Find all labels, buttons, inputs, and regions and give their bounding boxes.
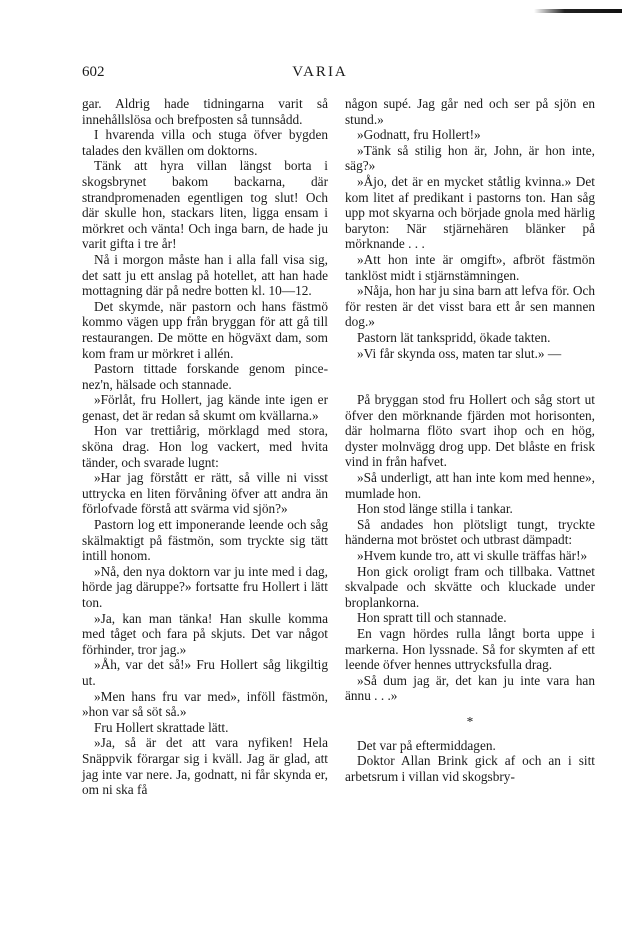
paragraph: »Har jag förstått er rätt, så ville ni visst uttrycka en liten förvåning öfver att andra än förlofvade förstå att svärma vid sjön?» [82, 470, 328, 517]
paragraph: »Så dum jag är, det kan ju inte vara han ännu . . .» [345, 672, 595, 704]
paragraph: »Ja, så är det att vara nyfiken! Hela Snäppvik förargar sig i kväll. Jag är glad, att jag inte var nere. Ja, godnatt, ni får skynda er, om ni ska få [82, 735, 328, 798]
paragraph: Pastorn log ett imponerande leende och såg skälmaktigt på fästmön, som tryckte sig tätt intill honom. [82, 517, 328, 564]
paragraph: Fru Hollert skrattade lätt. [94, 719, 229, 735]
paragraph: »Hvem kunde tro, att vi skulle träffas här!» [357, 548, 588, 564]
paragraph: »Godnatt, fru Hollert!» [357, 127, 481, 143]
paragraph: »Nåja, hon har ju sina barn att lefva för. Och för resten är det visst bara ett år sen mannen dog.» [345, 283, 595, 330]
paragraph: Det skymde, när pastorn och hans fästmö kommo vägen upp från bryggan för att gå till restaurangen. De mötte en högväxt dam, som kom fram ur mörkret i allén. [82, 298, 328, 361]
paragraph: »Tänk så stilig hon är, John, är hon inte, säg?» [345, 142, 595, 174]
paragraph: Pastorn lät tankspridd, ökade takten. [357, 329, 551, 345]
running-title: VARIA [292, 64, 348, 80]
paragraph: »Åh, var det så!» Fru Hollert såg likgiltig ut. [82, 657, 328, 688]
paragraph: »Nå, den nya doktorn var ju inte med i dag, hörde jag däruppe?» fortsatte fru Hollert i lätt ton. [82, 563, 328, 610]
paragraph: Hon stod länge stilla i tankar. [357, 501, 513, 517]
paragraph: »Åjo, det är en mycket ståtlig kvinna.» Det kom litet af predikant i pastorns ton. Han såg upp mot skyarna och började gnola med härlig baryton: När stjärnehären blänker på mörknande . . . [345, 173, 595, 252]
scan-edge-mark [534, 9, 622, 13]
paragraph: »Förlåt, fru Hollert, jag kände inte igen er genast, det är redan så skumt om kvällarna.» [82, 392, 328, 423]
paragraph: Hon var trettiårig, mörklagd med stora, sköna drag. Hon log vackert, med hvita tänder, och svarade lugnt: [82, 423, 328, 470]
paragraph: Doktor Allan Brink gick af och an i sitt arbetsrum i villan vid skogsbry- [345, 753, 595, 784]
paragraph: »Ja, kan man tänka! Han skulle komma med tåget och fara på skjuts. Det var något förhinder, tror jag.» [82, 610, 328, 657]
paragraph: En vagn hördes rulla långt borta uppe i markerna. Hon lyssnade. Så for skymten af ett leende öfver hennes uttrycksfulla drag. [345, 626, 595, 673]
paragraph: I hvarenda villa och stuga öfver bygden talades den kvällen om doktorns. [82, 127, 328, 158]
page-header [0, 64, 640, 84]
paragraph: Det var på eftermiddagen. [357, 737, 496, 753]
paragraph: gar. Aldrig hade tidningarna varit så innehållslösa och brefposten så tunnsådd. [82, 96, 328, 127]
left-column [82, 96, 328, 798]
paragraph: Tänk att hyra villan längst borta i skogsbrynet bakom backarna, där strandpromenaden egentligen tog slut! Och där skulle hon, stackars liten, ligga ensam i mörkret och vänta! Och inga barn, de hade ju varit gifta i tre år! [82, 158, 328, 252]
paragraph: »Men hans fru var med», inföll fästmön, »hon var så söt så.» [82, 688, 328, 720]
section-break-asterisk: * [466, 713, 474, 729]
paragraph: Hon gick oroligt fram och tillbaka. Vattnet skvalpade och skvätte och kluckade under broplankorna. [345, 563, 595, 610]
paragraph: »Så underligt, att han inte kom med henne», mumlade hon. [345, 470, 595, 501]
paragraph: någon supé. Jag går ned och ser på sjön en stund.» [345, 96, 595, 127]
paragraph: Pastorn tittade forskande genom pince-nez'n, hälsade och stannade. [82, 361, 328, 392]
paragraph: Så andades hon plötsligt tungt, tryckte händerna mot bröstet och utbrast dämpadt: [345, 516, 595, 548]
paragraph: Hon spratt till och stannade. [357, 610, 507, 626]
paragraph: På bryggan stod fru Hollert och såg stort ut öfver den mörknande fjärden mot horisonten, där holmarna flöto svart ihop och en hög, dyster molnvägg drog upp. Det blåste en frisk vind in från hafvet. [345, 392, 595, 470]
paragraph: »Vi får skynda oss, maten tar slut.» — [357, 345, 562, 361]
page-number: 602 [82, 64, 105, 80]
right-column [345, 96, 595, 784]
section-gap [345, 361, 595, 392]
paragraph: Nå i morgon måste han i alla fall visa sig, det satt ju ett anslag på hotellet, att han hade mottagning där på nedre botten kl. 10—12. [82, 251, 328, 299]
paragraph: »Att hon inte är omgift», afbröt fästmön tanklöst midt i stjärnstämningen. [345, 251, 595, 283]
